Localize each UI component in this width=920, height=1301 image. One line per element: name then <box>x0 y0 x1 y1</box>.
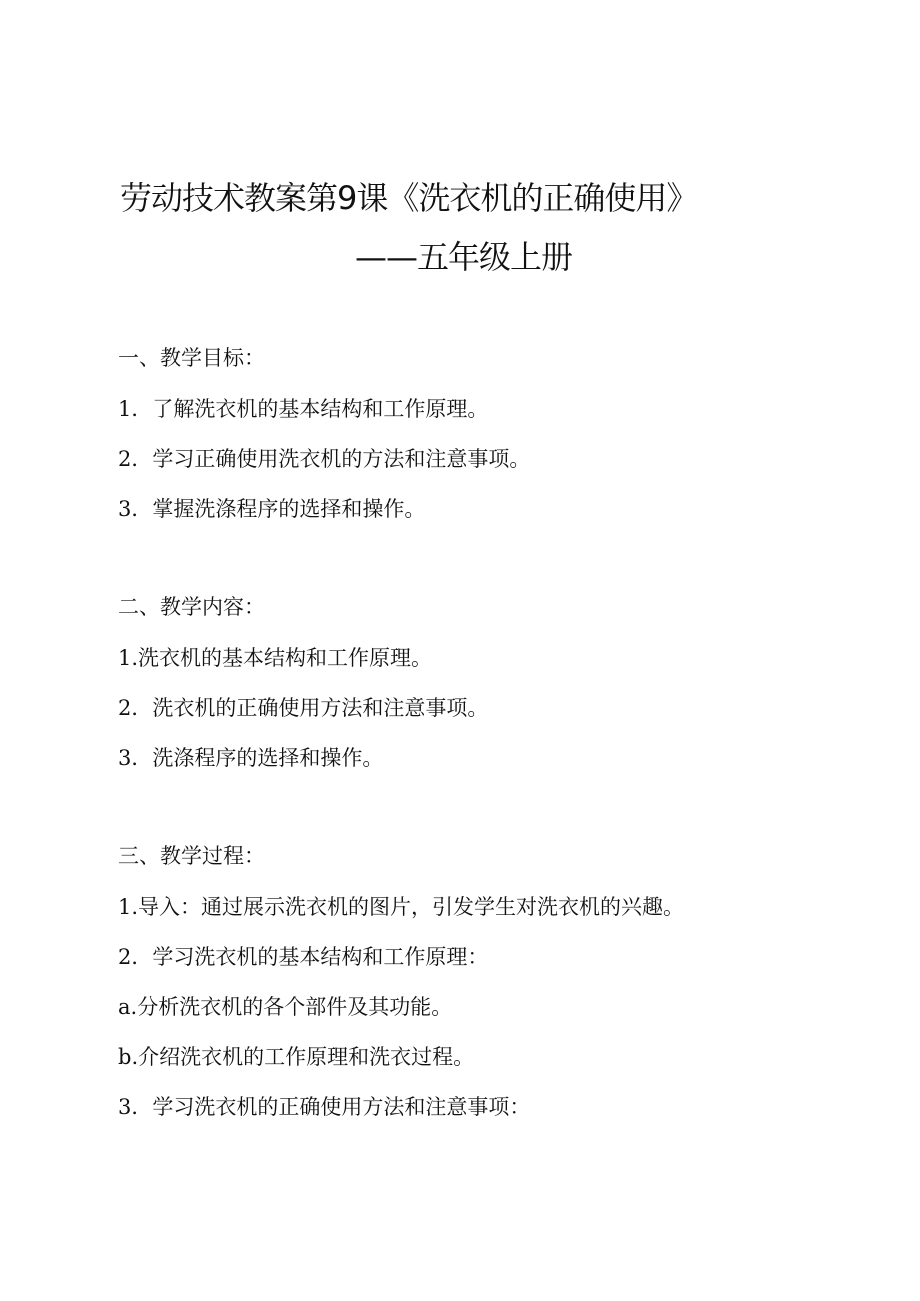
document-subtitle: ——五年级上册 <box>355 238 573 276</box>
process-item: 3．学习洗衣机的正确使用方法和注意事项： <box>118 1095 531 1119</box>
section-heading-objectives: 一、教学目标： <box>118 346 265 370</box>
content-item: 2．洗衣机的正确使用方法和注意事项。 <box>118 696 489 720</box>
content-item: 1.洗衣机的基本结构和工作原理。 <box>118 646 433 670</box>
process-subitem: a.分析洗衣机的各个部件及其功能。 <box>118 995 453 1019</box>
objective-item: 2．学习正确使用洗衣机的方法和注意事项。 <box>118 447 531 471</box>
section-heading-process: 三、教学过程： <box>118 844 265 868</box>
document-title: 劳动技术教案第9课《洗衣机的正确使用》 <box>120 179 698 217</box>
section-heading-content: 二、教学内容： <box>118 595 265 619</box>
process-item: 1.导入：通过展示洗衣机的图片，引发学生对洗衣机的兴趣。 <box>118 895 685 919</box>
objective-item: 3．掌握洗涤程序的选择和操作。 <box>118 497 426 521</box>
objective-item: 1．了解洗衣机的基本结构和工作原理。 <box>118 397 489 421</box>
process-subitem: b.介绍洗衣机的工作原理和洗衣过程。 <box>118 1045 475 1069</box>
content-item: 3．洗涤程序的选择和操作。 <box>118 746 384 770</box>
process-item: 2．学习洗衣机的基本结构和工作原理： <box>118 945 489 969</box>
